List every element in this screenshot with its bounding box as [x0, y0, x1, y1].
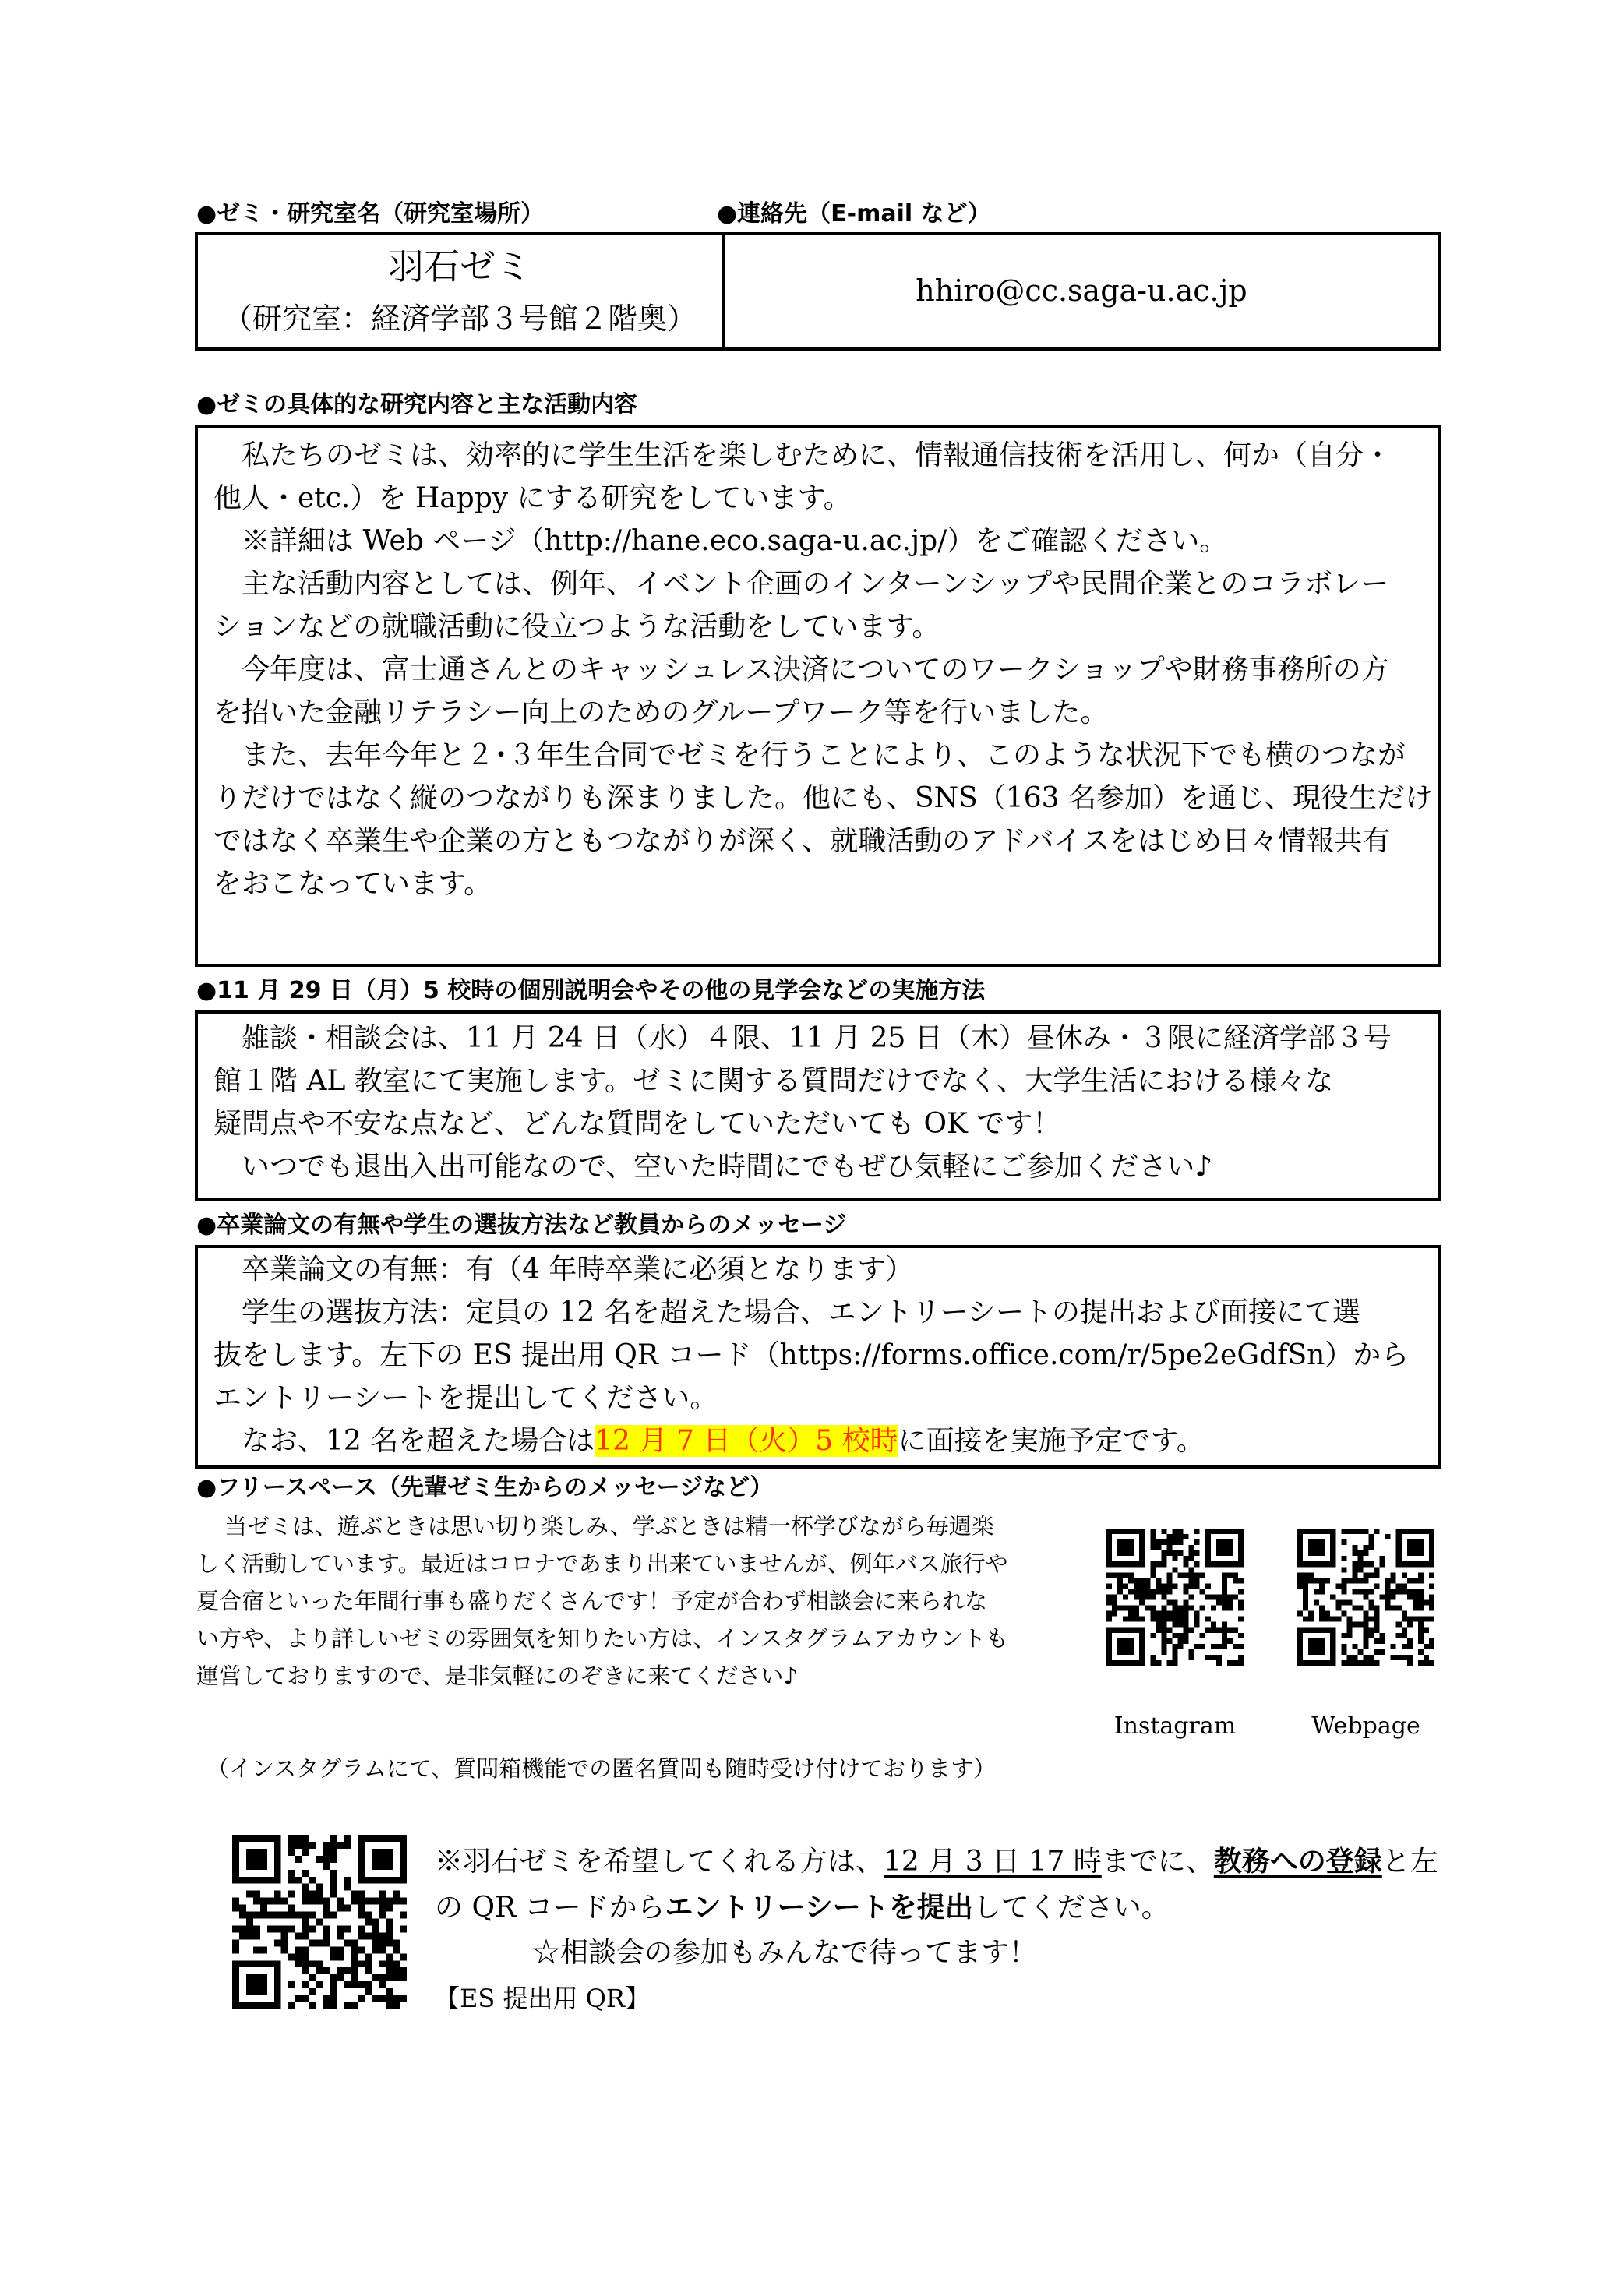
qr-code-icon[interactable] [1106, 1529, 1244, 1666]
qr-es-label: 【ES 提出用 QR】 [435, 1984, 650, 2013]
text-line: 私たちのゼミは、効率的に学生生活を楽しむために、情報通信技術を活用し、何か（自分・ [242, 439, 1392, 471]
seminar-info-box [195, 232, 1441, 351]
text-line: 疑問点や不安な点など、どんな質問をしていただいても OK です！ [213, 1108, 1061, 1140]
seminar-name-cell [198, 235, 725, 347]
text-line: い方や、より詳しいゼミの雰囲気を知りたい方は、インスタグラムアカウントも [196, 1625, 1008, 1652]
research-box [195, 425, 1441, 967]
footer-text-part: までに、 [1101, 1846, 1214, 1878]
qr-webpage-label: Webpage [1311, 1712, 1420, 1740]
free-space-text [196, 1508, 1008, 1695]
text-line: いつでも退出入出可能なので、空いた時間にでもぜひ気軽にご参加ください♪ [242, 1151, 1213, 1183]
seminar-name: 羽石ゼミ [388, 245, 531, 287]
footer-text-part: と左 [1381, 1846, 1438, 1878]
qr-code-icon[interactable] [1297, 1529, 1434, 1666]
footer-text-part: ※羽石ゼミを希望してくれる方は、 [435, 1846, 884, 1878]
footer-registration: 教務への登録 [1213, 1845, 1382, 1878]
text-line: 夏合宿といった年間行事も盛りだくさんです！予定が合わず相談会に来られな [196, 1588, 988, 1614]
text-line: 卒業論文の有無：有（4 年時卒業に必須となります） [242, 1254, 914, 1286]
interview-date-highlight: 12 月 7 日（火）5 校時 [595, 1425, 898, 1457]
interview-suffix: に面接を実施予定です。 [898, 1425, 1205, 1457]
footer-deadline: 12 月 3 日 17 時 [884, 1846, 1102, 1878]
footer-text [435, 1839, 1438, 2021]
text-line: をおこなっています。 [213, 868, 492, 900]
text-line: また、去年今年と２･３年生合同でゼミを行うことにより、このような状況下でも横のつなが [242, 739, 1406, 771]
seminar-location: （研究室：経済学部３号館２階奥） [222, 302, 697, 336]
text-line: ではなく卒業生や企業の方ともつながりが深く、就職活動のアドバイスをはじめ日々情報共有 [213, 825, 1391, 857]
interview-line [213, 1420, 1409, 1462]
message-header: ●卒業論文の有無や学生の選抜方法など教員からのメッセージ [196, 1211, 847, 1239]
text-line: ※詳細は Web ページ（http://hane.eco.saga-u.ac.jp/）をご確認ください。 [242, 525, 1228, 557]
text-line: 学生の選抜方法：定員の 12 名を超えた場合、エントリーシートの提出および面接にて選 [242, 1296, 1360, 1328]
qr-instagram-graphic [1106, 1529, 1244, 1666]
contact-header: ●連絡先（E-mail など） [717, 200, 991, 227]
briefing-box [195, 1010, 1441, 1201]
message-text [213, 1248, 1409, 1462]
footer-line-2 [435, 1885, 1438, 1931]
instagram-note: （インスタグラムにて、質問箱機能での匿名質問も随時受け付けております） [206, 1755, 997, 1782]
text-line: しく活動しています。最近はコロナであまり出来ていませんが、例年バス旅行や [196, 1550, 1008, 1577]
qr-code-icon[interactable] [232, 1835, 407, 2009]
footer-entry-sheet: エントリーシートを提出 [665, 1891, 973, 1924]
text-line: 他人・etc.）を Happy にする研究をしています。 [213, 482, 852, 514]
text-line: 抜をします。左下の ES 提出用 QR コード（https://forms.office.com/r/5pe2eGdfSn）から [213, 1339, 1410, 1371]
qr-es-graphic [232, 1835, 407, 2009]
text-line: 雑談・相談会は、11 月 24 日（水）４限、11 月 25 日（木）昼休み・３限に経済学部３号 [242, 1022, 1392, 1054]
qr-webpage-graphic [1297, 1529, 1434, 1666]
footer-text-part: してください。 [972, 1892, 1170, 1924]
text-line: を招いた金融リテラシー向上のためのグループワーク等を行いました。 [213, 697, 1109, 728]
text-line: 主な活動内容としては、例年、イベント企画のインターンシップや民間企業とのコラボレー [242, 568, 1389, 600]
text-line: 運営しておりますので、是非気軽にのぞきに来てください♪ [196, 1663, 798, 1689]
message-box [195, 1245, 1441, 1469]
research-header: ●ゼミの具体的な研究内容と主な活動内容 [196, 391, 638, 418]
text-line: 今年度は、富士通さんとのキャッシュレス決済についてのワークショップや財務事務所の方 [242, 654, 1389, 686]
text-line: りだけではなく縦のつながりも深まりました。他にも、SNS（163 名参加）を通じ、現役生だけ [213, 782, 1433, 814]
seminar-name-header: ●ゼミ・研究室名（研究室場所） [196, 200, 545, 227]
free-space-header: ●フリースペース（先輩ゼミ生からのメッセージなど） [196, 1474, 774, 1501]
interview-prefix: なお、12 名を超えた場合は [242, 1425, 595, 1457]
briefing-text [213, 1017, 1392, 1188]
footer-line-3: ☆相談会の参加もみんなで待ってます！ [532, 1937, 1038, 1969]
footer-line-1 [435, 1839, 1438, 1885]
text-line: 当ゼミは、遊ぶときは思い切り楽しみ、学ぶときは精一杯学びながら毎週楽 [224, 1513, 994, 1539]
text-line: エントリーシートを提出してください。 [213, 1382, 718, 1414]
footer-text-part: の QR コードから [435, 1892, 665, 1924]
text-line: ションなどの就職活動に役立つような活動をしています。 [213, 611, 940, 643]
research-text [213, 434, 1433, 905]
text-line: 館１階 AL 教室にて実施します。ゼミに関する質問だけでなく、大学生活における様々な [213, 1065, 1334, 1097]
qr-instagram-label: Instagram [1113, 1712, 1237, 1740]
briefing-header: ●11 月 29 日（月）5 校時の個別説明会やその他の見学会などの実施方法 [196, 977, 986, 1004]
contact-email: hhiro@cc.saga-u.ac.jp [916, 273, 1247, 308]
